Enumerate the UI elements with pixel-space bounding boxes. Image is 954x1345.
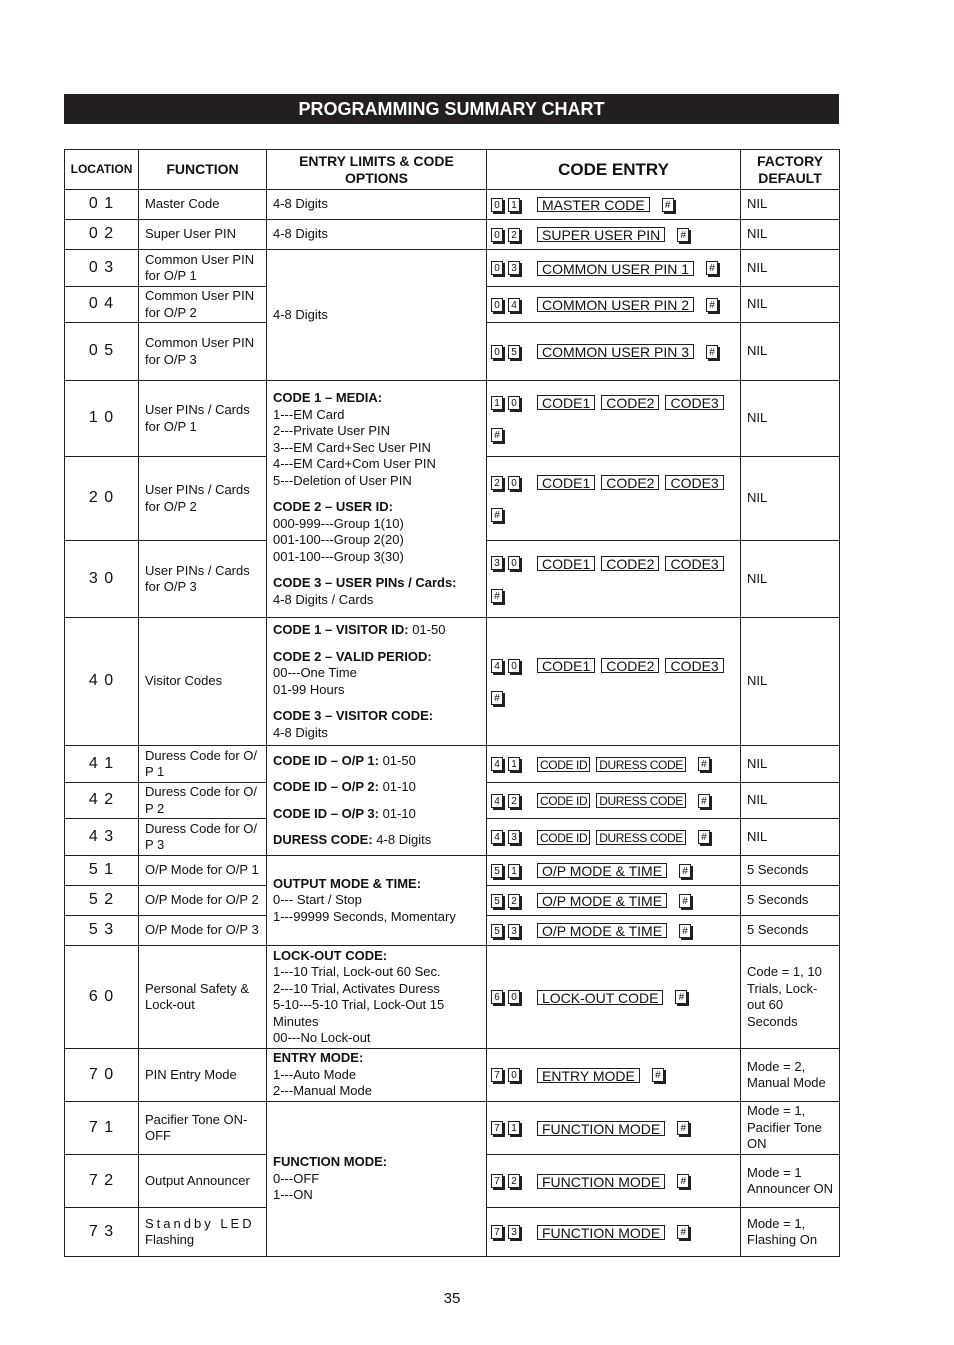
keypad-key: 7 (491, 1225, 503, 1239)
code-entry-sequence (491, 1225, 736, 1240)
code-entry (487, 618, 741, 746)
limit-heading: CODE ID – O/P 1: (273, 752, 379, 768)
function-name: Duress Code for O/ P 1 (139, 746, 267, 783)
code-field-box: FUNCTION MODE (537, 1225, 665, 1240)
function-name (139, 1208, 267, 1257)
keypad-key: 4 (491, 830, 503, 844)
limit-heading: CODE 2 – USER ID: (273, 499, 393, 514)
factory-default: NIL (741, 220, 840, 250)
limit-option: 00---No Lock-out (273, 1030, 371, 1045)
code-field-box: CODE1 (537, 475, 595, 490)
function-name: Pacifier Tone ON-OFF (139, 1102, 267, 1155)
spacer (273, 565, 480, 575)
code-entry (487, 1049, 741, 1102)
function-name: PIN Entry Mode (139, 1049, 267, 1102)
code-entry (487, 886, 741, 916)
factory-default: NIL (741, 287, 840, 323)
function-name: User PINs / Cards for O/P 3 (139, 541, 267, 618)
code-entry-sequence (491, 863, 736, 878)
code-entry (487, 783, 741, 819)
factory-default: 5 Seconds (741, 856, 840, 886)
keypad-key: 3 (508, 261, 520, 275)
hash-key: # (679, 894, 691, 908)
keypad-key: 0 (508, 476, 520, 490)
code-field-box: DURESS CODE (596, 757, 686, 772)
limit-option: 1---99999 Seconds, Momentary (273, 908, 456, 924)
code-field-box: FUNCTION MODE (537, 1174, 665, 1189)
keypad-key: 2 (491, 476, 503, 490)
code-entry (487, 287, 741, 323)
limit-option: 1---EM Card (273, 406, 345, 422)
code-field-box: CODE1 (537, 658, 595, 673)
location-code: 7 0 (65, 1049, 139, 1102)
factory-default: NIL (741, 819, 840, 856)
table-row (65, 381, 840, 457)
location-code: 4 1 (65, 746, 139, 783)
code-field-box: CODE ID (537, 757, 590, 772)
limit-option: 001-100---Group 3(30) (273, 548, 404, 564)
factory-default: NIL (741, 190, 840, 220)
keypad-key: 3 (491, 556, 503, 570)
code-entry-sequence (491, 757, 736, 772)
limit-option: 2---Private User PIN (273, 423, 391, 438)
code-entry (487, 190, 741, 220)
entry-limits (267, 618, 487, 746)
keypad-key: 4 (491, 757, 503, 771)
location-code: 0 4 (65, 287, 139, 323)
factory-default: NIL (741, 746, 840, 783)
function-name: Common User PIN for O/P 2 (139, 287, 267, 323)
code-field-box: O/P MODE & TIME (537, 863, 667, 878)
code-field-box: CODE2 (601, 395, 659, 410)
function-name-line: Flashing (145, 1232, 195, 1247)
function-name: User PINs / Cards for O/P 2 (139, 457, 267, 541)
col-header-code-entry: CODE ENTRY (487, 150, 741, 190)
code-entry (487, 541, 741, 618)
factory-default: NIL (741, 323, 840, 381)
hash-key: # (698, 757, 710, 771)
code-entry-sequence (491, 475, 736, 522)
limit-option: 0---OFF (273, 1170, 320, 1186)
hash-key: # (706, 345, 718, 359)
page-number: 35 (443, 1290, 461, 1307)
keypad-key: 2 (508, 228, 520, 242)
header-row (65, 150, 840, 190)
factory-default: NIL (741, 783, 840, 819)
factory-default: Mode = 1, Pacifier Tone ON (741, 1102, 840, 1155)
code-field-box: CODE1 (537, 556, 595, 571)
location-code: 4 0 (65, 618, 139, 746)
programming-summary-table (64, 149, 840, 1257)
entry-limits: 4-8 Digits (267, 250, 487, 381)
hash-key: # (677, 1174, 689, 1188)
limit-heading: CODE ID – O/P 3: (273, 805, 379, 821)
limit-heading: DURESS CODE: (273, 832, 373, 847)
limit-option: 1---10 Trial, Lock-out 60 Sec. (273, 964, 441, 979)
keypad-key: 1 (508, 1121, 520, 1135)
keypad-key: 3 (508, 924, 520, 938)
function-name: Visitor Codes (139, 618, 267, 746)
limit-heading: CODE 3 – VISITOR CODE: (273, 708, 434, 723)
spacer (273, 489, 480, 499)
table-row (65, 1102, 840, 1155)
keypad-key: 5 (508, 345, 520, 359)
limit-line (273, 753, 480, 770)
code-entry-sequence (491, 395, 736, 442)
keypad-key: 0 (508, 556, 520, 570)
function-name: O/P Mode for O/P 3 (139, 916, 267, 946)
entry-limits (267, 946, 487, 1049)
code-field-box: CODE3 (665, 395, 723, 410)
code-entry-sequence (491, 1121, 736, 1136)
location-code: 2 0 (65, 457, 139, 541)
limit-line (273, 832, 480, 849)
spacer (273, 769, 480, 779)
code-entry (487, 381, 741, 457)
keypad-key: 7 (491, 1068, 503, 1082)
entry-limits: 4-8 Digits (267, 190, 487, 220)
limit-value: 01-10 (378, 779, 416, 794)
table-row (65, 190, 840, 220)
limit-option: 4-8 Digits / Cards (273, 591, 374, 607)
code-entry (487, 916, 741, 946)
factory-default: 5 Seconds (741, 886, 840, 916)
limit-option: 1---ON (273, 1187, 313, 1203)
code-entry-sequence (491, 227, 736, 242)
hash-key: # (679, 864, 691, 878)
col-header-function: FUNCTION (139, 150, 267, 190)
limit-option: 2---Manual Mode (273, 1083, 372, 1099)
limit-option: 00---One Time (273, 665, 357, 680)
entry-limits (267, 381, 487, 618)
code-entry (487, 746, 741, 783)
limit-value: 4-8 Digits (372, 832, 432, 847)
limit-line (273, 779, 480, 796)
limit-option: 5---Deletion of User PIN (273, 472, 412, 488)
code-field-box: CODE ID (537, 793, 590, 808)
code-entry-sequence (491, 1068, 736, 1083)
keypad-key: 4 (508, 298, 520, 312)
function-name-line: Standby LED (145, 1215, 255, 1231)
hash-key: # (698, 794, 710, 808)
limit-value: 01-50 (378, 752, 416, 768)
code-field-box: ENTRY MODE (537, 1068, 640, 1083)
function-name: User PINs / Cards for O/P 1 (139, 381, 267, 457)
keypad-key: 5 (491, 894, 503, 908)
code-field-box: LOCK-OUT CODE (537, 990, 663, 1005)
hash-key: # (706, 298, 718, 312)
keypad-key: 0 (491, 345, 503, 359)
keypad-key: 1 (508, 198, 520, 212)
location-code: 6 0 (65, 946, 139, 1049)
entry-limits: 4-8 Digits (267, 220, 487, 250)
table-row (65, 618, 840, 746)
limit-option: 1---Auto Mode (273, 1066, 357, 1082)
limit-heading: LOCK-OUT CODE: (273, 947, 388, 963)
hash-key: # (706, 261, 718, 275)
code-field-box: MASTER CODE (537, 197, 650, 212)
keypad-key: 3 (508, 1225, 520, 1239)
limit-option: 5-10---5-10 Trial, Lock-Out 15 Minutes (273, 997, 445, 1029)
col-header-location: LOCATION (65, 150, 139, 190)
table-row (65, 220, 840, 250)
entry-limits (267, 856, 487, 946)
location-code: 7 1 (65, 1102, 139, 1155)
factory-default: Code = 1, 10 Trials, Lock-out 60 Seconds (741, 946, 840, 1049)
location-code: 5 1 (65, 856, 139, 886)
location-code: 0 3 (65, 250, 139, 287)
code-entry (487, 1102, 741, 1155)
code-entry-sequence (491, 923, 736, 938)
limit-heading: CODE 2 – VALID PERIOD: (273, 648, 432, 664)
code-entry (487, 457, 741, 541)
hash-key: # (491, 508, 503, 522)
location-code: 5 3 (65, 916, 139, 946)
limit-line (273, 806, 480, 823)
code-entry (487, 323, 741, 381)
location-code: 0 1 (65, 190, 139, 220)
entry-limits (267, 1102, 487, 1257)
keypad-key: 6 (491, 990, 503, 1004)
code-entry-sequence (491, 658, 736, 705)
limit-heading: FUNCTION MODE: (273, 1154, 388, 1170)
keypad-key: 1 (508, 864, 520, 878)
hash-key: # (698, 830, 710, 844)
factory-default: NIL (741, 541, 840, 618)
table-row (65, 856, 840, 886)
code-field-box: CODE3 (665, 556, 723, 571)
code-entry-sequence (491, 556, 736, 603)
limit-value: 01-10 (378, 805, 416, 821)
location-code: 4 2 (65, 783, 139, 819)
limit-option: 01-99 Hours (273, 681, 345, 697)
factory-default: NIL (741, 457, 840, 541)
function-name: Duress Code for O/ P 3 (139, 819, 267, 856)
code-field-box: SUPER USER PIN (537, 227, 665, 242)
function-name: Super User PIN (139, 220, 267, 250)
hash-key: # (491, 589, 503, 603)
code-entry-sequence (491, 893, 736, 908)
location-code: 0 5 (65, 323, 139, 381)
code-entry-sequence (491, 1174, 736, 1189)
function-name: O/P Mode for O/P 2 (139, 886, 267, 916)
code-entry (487, 250, 741, 287)
keypad-key: 4 (491, 659, 503, 673)
function-name: O/P Mode for O/P 1 (139, 856, 267, 886)
limit-line (273, 622, 480, 639)
limit-value: 01-50 (408, 622, 446, 637)
code-field-box: FUNCTION MODE (537, 1121, 665, 1136)
keypad-key: 5 (491, 864, 503, 878)
hash-key: # (662, 198, 674, 212)
keypad-key: 7 (491, 1121, 503, 1135)
location-code: 7 3 (65, 1208, 139, 1257)
function-name: Personal Safety & Lock-out (139, 946, 267, 1049)
col-header-limits: ENTRY LIMITS & CODE OPTIONS (267, 150, 487, 190)
keypad-key: 0 (508, 1068, 520, 1082)
table-row (65, 746, 840, 783)
location-code: 0 2 (65, 220, 139, 250)
code-field-box: O/P MODE & TIME (537, 893, 667, 908)
code-field-box: CODE2 (601, 475, 659, 490)
factory-default: Mode = 1 Announcer ON (741, 1155, 840, 1208)
keypad-key: 0 (491, 298, 503, 312)
factory-default: Mode = 1, Flashing On (741, 1208, 840, 1257)
keypad-key: 7 (491, 1174, 503, 1188)
spacer (273, 796, 480, 806)
code-field-box: CODE2 (601, 658, 659, 673)
keypad-key: 4 (491, 794, 503, 808)
code-entry (487, 856, 741, 886)
hash-key: # (675, 990, 687, 1004)
keypad-key: 2 (508, 1174, 520, 1188)
factory-default: NIL (741, 618, 840, 746)
code-field-box: O/P MODE & TIME (537, 923, 667, 938)
hash-key: # (491, 428, 503, 442)
location-code: 4 3 (65, 819, 139, 856)
code-entry-sequence (491, 990, 736, 1005)
limit-option: 3---EM Card+Sec User PIN (273, 439, 431, 455)
limit-heading: CODE 3 – USER PINs / Cards: (273, 575, 457, 590)
spacer (273, 698, 480, 708)
limit-heading: CODE ID – O/P 2: (273, 779, 379, 794)
location-code: 5 2 (65, 886, 139, 916)
limit-option: 000-999---Group 1(10) (273, 515, 404, 531)
code-entry-sequence (491, 197, 736, 212)
code-entry-sequence (491, 297, 736, 312)
code-entry-sequence (491, 344, 736, 359)
hash-key: # (677, 1121, 689, 1135)
keypad-key: 0 (508, 396, 520, 410)
spacer (273, 822, 480, 832)
code-entry-sequence (491, 793, 736, 808)
limit-heading: OUTPUT MODE & TIME: (273, 875, 422, 891)
keypad-key: 3 (508, 830, 520, 844)
limit-option: 0--- Start / Stop (273, 892, 362, 908)
hash-key: # (679, 924, 691, 938)
function-name: Common User PIN for O/P 3 (139, 323, 267, 381)
chart-title: PROGRAMMING SUMMARY CHART (64, 94, 839, 124)
code-field-box: CODE ID (537, 830, 590, 845)
keypad-key: 0 (491, 261, 503, 275)
limit-heading: CODE 1 – MEDIA: (273, 390, 383, 405)
code-entry (487, 1208, 741, 1257)
location-code: 3 0 (65, 541, 139, 618)
factory-default: 5 Seconds (741, 916, 840, 946)
code-field-box: COMMON USER PIN 3 (537, 344, 694, 359)
keypad-key: 0 (508, 990, 520, 1004)
limit-option: 001-100---Group 2(20) (273, 532, 404, 547)
limit-option: 2---10 Trial, Activates Duress (273, 980, 440, 996)
code-field-box: DURESS CODE (596, 830, 686, 845)
keypad-key: 2 (508, 794, 520, 808)
function-name: Master Code (139, 190, 267, 220)
hash-key: # (677, 228, 689, 242)
hash-key: # (491, 691, 503, 705)
keypad-key: 2 (508, 894, 520, 908)
location-code: 7 2 (65, 1155, 139, 1208)
keypad-key: 1 (491, 396, 503, 410)
code-entry (487, 1155, 741, 1208)
limit-heading: ENTRY MODE: (273, 1050, 364, 1066)
code-field-box: DURESS CODE (596, 793, 686, 808)
limit-heading: CODE 1 – VISITOR ID: (273, 622, 409, 637)
code-entry-sequence (491, 261, 736, 276)
entry-limits (267, 1049, 487, 1102)
code-field-box: CODE2 (601, 556, 659, 571)
function-name: Duress Code for O/ P 2 (139, 783, 267, 819)
code-entry (487, 819, 741, 856)
code-field-box: CODE1 (537, 395, 595, 410)
hash-key: # (677, 1225, 689, 1239)
limit-option: 4---EM Card+Com User PIN (273, 456, 436, 471)
spacer (273, 639, 480, 649)
location-code: 1 0 (65, 381, 139, 457)
function-name: Common User PIN for O/P 1 (139, 250, 267, 287)
keypad-key: 0 (508, 659, 520, 673)
col-header-factory-default: FACTORY DEFAULT (741, 150, 840, 190)
function-name: Output Announcer (139, 1155, 267, 1208)
factory-default: NIL (741, 250, 840, 287)
code-field-box: CODE3 (665, 475, 723, 490)
code-entry (487, 220, 741, 250)
table-row (65, 1049, 840, 1102)
code-entry-sequence (491, 830, 736, 845)
limit-option: 4-8 Digits (273, 724, 328, 740)
code-entry (487, 946, 741, 1049)
keypad-key: 0 (491, 228, 503, 242)
code-field-box: COMMON USER PIN 2 (537, 297, 694, 312)
table-row (65, 946, 840, 1049)
factory-default: NIL (741, 381, 840, 457)
keypad-key: 1 (508, 757, 520, 771)
code-field-box: COMMON USER PIN 1 (537, 261, 694, 276)
keypad-key: 5 (491, 924, 503, 938)
factory-default: Mode = 2, Manual Mode (741, 1049, 840, 1102)
table-row (65, 250, 840, 287)
code-field-box: CODE3 (665, 658, 723, 673)
entry-limits (267, 746, 487, 856)
keypad-key: 0 (491, 198, 503, 212)
hash-key: # (652, 1068, 664, 1082)
